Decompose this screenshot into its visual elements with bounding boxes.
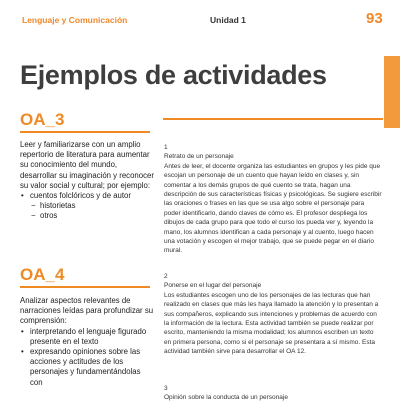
activity-1 [164, 143, 382, 256]
activity-number: 2 [164, 273, 168, 280]
oa3-list [20, 191, 155, 222]
activity-number: 3 [164, 385, 168, 392]
activity-body: Antes de leer, el docente organiza las estudiantes en grupos y les pide que escojan un personaje de un cuento que hayan leído en clases y, sin comentar a los demás grupos de qué cuento se trata, hagan una descripción de sus características físicas y psicológicas. Se sugiere escribir las oraciones o frases en las que se usa algo sobre el personaje para poder identificarlo, dando claves de cómo es. El profesor despliega los dibujos de cada grupo para que todo el curso los pueda ver y, leyendo la mano, los alumnos identifican a cada personaje y al cuento, luego hacen una votación y escogen el mejor trabajo, que se puede pegar en el diario mural. [164, 162, 382, 255]
activities-rule [163, 118, 383, 120]
activity-2 [164, 272, 382, 357]
oa4-rule [20, 286, 150, 288]
page-number: 93 [366, 10, 383, 27]
oa4-item: • interpretando el lenguaje figurado presente en el texto [20, 327, 155, 347]
oa3-rule [20, 131, 150, 133]
oa4-intro: Analizar aspectos relevantes de narraciones leídas para profundizar su comprensión: [20, 296, 154, 326]
oa4-text [20, 296, 155, 388]
oa4-item: • expresando opiniones sobre las acciones y actitudes de los personajes y fundamentándolas con [20, 347, 155, 388]
oa4-heading: OA_4 [20, 265, 65, 284]
unit-label: Unidad 1 [210, 15, 246, 25]
activity-title: Ponerse en el lugar del personaje [164, 282, 262, 290]
oa3-item: − otros [20, 211, 155, 221]
oa3-heading: OA_3 [20, 110, 65, 129]
oa3-item: − historietas [20, 201, 155, 211]
chapter-tab [384, 56, 400, 128]
oa4-list [20, 327, 155, 388]
activity-body: Los estudiantes escogen uno de los personajes de las lecturas que han realizado en clases que más les haya llamado la atención y lo presentan a sus compañeros, explicando sus intenciones y problemas de acuerdo con la información de la lectura. Esta actividad también se puede realizar por escrito, manteniendo la misma modalidad; los alumnos escriben un texto en primera persona, como si el personaje se presentara a sí mismo. Esta actividad también sirve para desarrollar el OA 12. [164, 291, 379, 356]
page-header [0, 0, 400, 36]
activity-title: Opinión sobre la conducta de un personaje [164, 394, 288, 402]
activity-number: 1 [164, 144, 168, 151]
subject-label: Lenguaje y Comunicación [22, 15, 128, 25]
page-title: Ejemplos de actividades [20, 60, 327, 90]
activity-title: Retrato de un personaje [164, 153, 234, 161]
oa3-text [20, 140, 155, 222]
oa3-item: • cuentos folclóricos y de autor [20, 191, 155, 201]
oa3-intro: Leer y familiarizarse con un amplio repertorio de literatura para aumentar su conocimiento del mundo, desarrollar su imaginación y reconocer su valor social y cultural; por ejemplo: [20, 140, 154, 190]
